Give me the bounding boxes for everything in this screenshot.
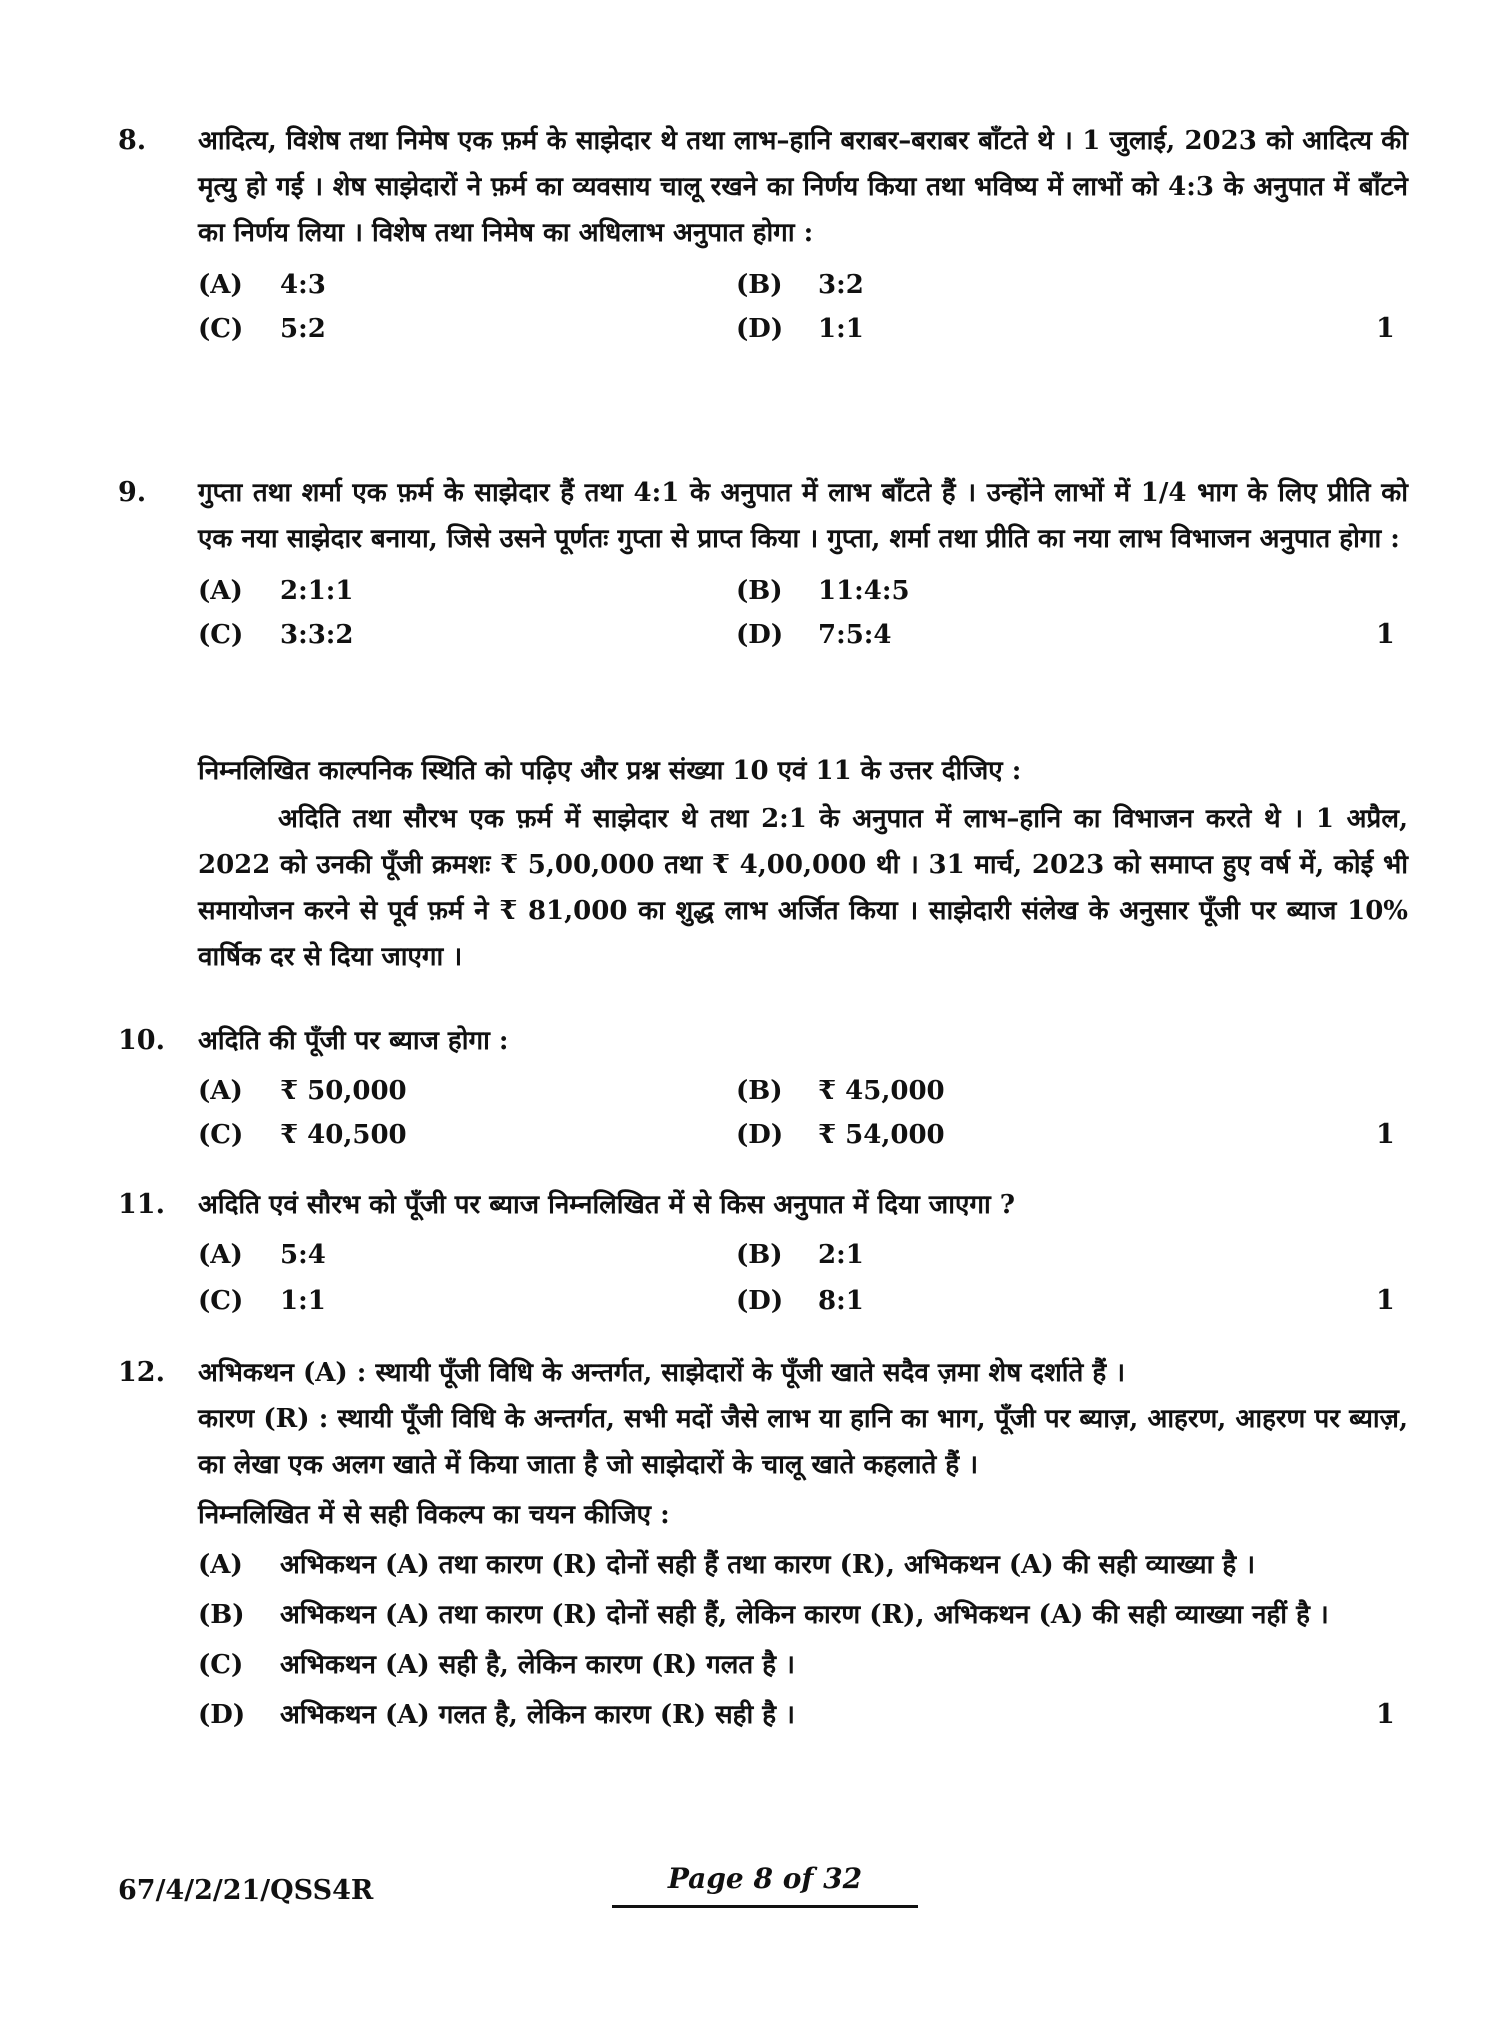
case-passage: अदिति तथा सौरभ एक फ़र्म में साझेदार थे तथा 2:1 के अनुपात में लाभ–हानि का विभाजन करते थे । 1 अप्रैल, 2022 को उनकी पूँजी क्रमशः ₹ 5,00,000 तथा ₹ 4,00,000 थी । 31 मार्च, 2023 को समाप्त हुए वर्ष में, कोई भी समायोजन करने से पूर्व फ़र्म ने ₹ 81,000 का शुद्ध लाभ अर्जित किया । साझेदारी संलेख के अनुसार पूँजी पर ब्याज 10% वार्षिक दर से दिया जाएगा । bbox=[198, 804, 1408, 972]
option-b: (B) 2:1 bbox=[736, 1240, 864, 1270]
q12-instruction: निम्नलिखित में से सही विकल्प का चयन कीजिए : bbox=[198, 1500, 670, 1530]
option-a: (A) अभिकथन (A) तथा कारण (R) दोनों सही हैं तथा कारण (R), अभिकथन (A) की सही व्याख्या है । bbox=[198, 1550, 1256, 1580]
paper-code: 67/4/2/21/QSS4R bbox=[118, 1875, 374, 1906]
marks: 1 bbox=[1376, 1285, 1395, 1316]
assertion bbox=[198, 1350, 1408, 1396]
option-c: (C) ₹ 40,500 bbox=[198, 1120, 407, 1150]
option-d: (D) 7:5:4 bbox=[736, 620, 892, 650]
question-text: आदित्य, विशेष तथा निमेष एक फ़र्म के साझेदार थे तथा लाभ–हानि बराबर–बराबर बाँटते थे । 1 जुलाई, 2023 को आदित्य की मृत्यु हो गई । शेष साझेदारों ने फ़र्म का व्यवसाय चालू रखने का निर्णय किया तथा भविष्य में लाभों को 4:3 के अनुपात में बाँटने का निर्णय लिया । विशेष तथा निमेष का अधिलाभ अनुपात होगा : bbox=[198, 126, 1408, 248]
marks: 1 bbox=[1376, 313, 1395, 344]
option-d: (D) 1:1 bbox=[736, 314, 864, 344]
options bbox=[198, 568, 1408, 660]
options bbox=[198, 1232, 1408, 1324]
reason bbox=[198, 1396, 1408, 1488]
question-text: अदिति एवं सौरभ को पूँजी पर ब्याज निम्नलिखित में से किस अनुपात में दिया जाएगा ? bbox=[198, 1190, 1015, 1220]
option-a: (A) ₹ 50,000 bbox=[198, 1076, 407, 1106]
option-c: (C) 5:2 bbox=[198, 314, 326, 344]
question-number: 12. bbox=[118, 1357, 165, 1388]
question-11 bbox=[118, 1182, 1408, 1324]
option-c: (C) 3:3:2 bbox=[198, 620, 354, 650]
option-b: (B) ₹ 45,000 bbox=[736, 1076, 945, 1106]
case-instruction: निम्नलिखित काल्पनिक स्थिति को पढ़िए और प्रश्न संख्या 10 एवं 11 के उत्तर दीजिए : bbox=[198, 756, 1022, 786]
marks: 1 bbox=[1376, 619, 1395, 650]
page-number: Page 8 of 32 bbox=[612, 1862, 918, 1908]
option-d: (D) 8:1 bbox=[736, 1286, 864, 1316]
question-number: 8. bbox=[118, 125, 147, 156]
option-d: (D) अभिकथन (A) गलत है, लेकिन कारण (R) सही है । 1 bbox=[198, 1692, 1408, 1738]
option-a: (A) 4:3 bbox=[198, 270, 326, 300]
question-9 bbox=[118, 470, 1408, 660]
question-text: गुप्ता तथा शर्मा एक फ़र्म के साझेदार हैं तथा 4:1 के अनुपात में लाभ बाँटते हैं । उन्होंने लाभों में 1/4 भाग के लिए प्रीति को एक नया साझेदार बनाया, जिसे उसने पूर्णतः गुप्ता से प्राप्त किया । गुप्ता, शर्मा तथा प्रीति का नया लाभ विभाजन अनुपात होगा : bbox=[198, 478, 1408, 554]
marks: 1 bbox=[1376, 1699, 1395, 1730]
option-b: (B) 11:4:5 bbox=[736, 576, 910, 606]
reason-text: स्थायी पूँजी विधि के अन्तर्गत, सभी मदों जैसे लाभ या हानि का भाग, पूँजी पर ब्याज़, आहरण, आहरण पर ब्याज़, का लेखा एक अलग खाते में किया जाता है जो साझेदारों के चालू खाते कहलाते हैं । bbox=[198, 1404, 1409, 1480]
question-number: 10. bbox=[118, 1025, 165, 1056]
question-number: 11. bbox=[118, 1189, 165, 1220]
question-12 bbox=[118, 1350, 1408, 1738]
options bbox=[198, 262, 1408, 354]
question-10 bbox=[118, 1018, 1408, 1160]
option-c: (C) अभिकथन (A) सही है, लेकिन कारण (R) गलत है । bbox=[198, 1650, 795, 1680]
question-text: अदिति की पूँजी पर ब्याज होगा : bbox=[198, 1026, 509, 1056]
option-b: (B) अभिकथन (A) तथा कारण (R) दोनों सही हैं, लेकिन कारण (R), अभिकथन (A) की सही व्याख्या नहीं है । bbox=[198, 1600, 1329, 1630]
question-number: 9. bbox=[118, 477, 147, 508]
marks: 1 bbox=[1376, 1119, 1395, 1150]
assertion-text: स्थायी पूँजी विधि के अन्तर्गत, साझेदारों के पूँजी खाते सदैव ज़मा शेष दर्शाते हैं । bbox=[375, 1358, 1126, 1388]
option-a: (A) 5:4 bbox=[198, 1240, 326, 1270]
assertion-label: अभिकथन (A) : bbox=[198, 1358, 367, 1388]
option-b: (B) 3:2 bbox=[736, 270, 864, 300]
option-d: (D) ₹ 54,000 bbox=[736, 1120, 945, 1150]
option-a: (A) 2:1:1 bbox=[198, 576, 354, 606]
option-c: (C) 1:1 bbox=[198, 1286, 326, 1316]
question-8 bbox=[118, 118, 1408, 354]
reason-label: कारण (R) : bbox=[198, 1404, 329, 1434]
options bbox=[198, 1068, 1408, 1160]
